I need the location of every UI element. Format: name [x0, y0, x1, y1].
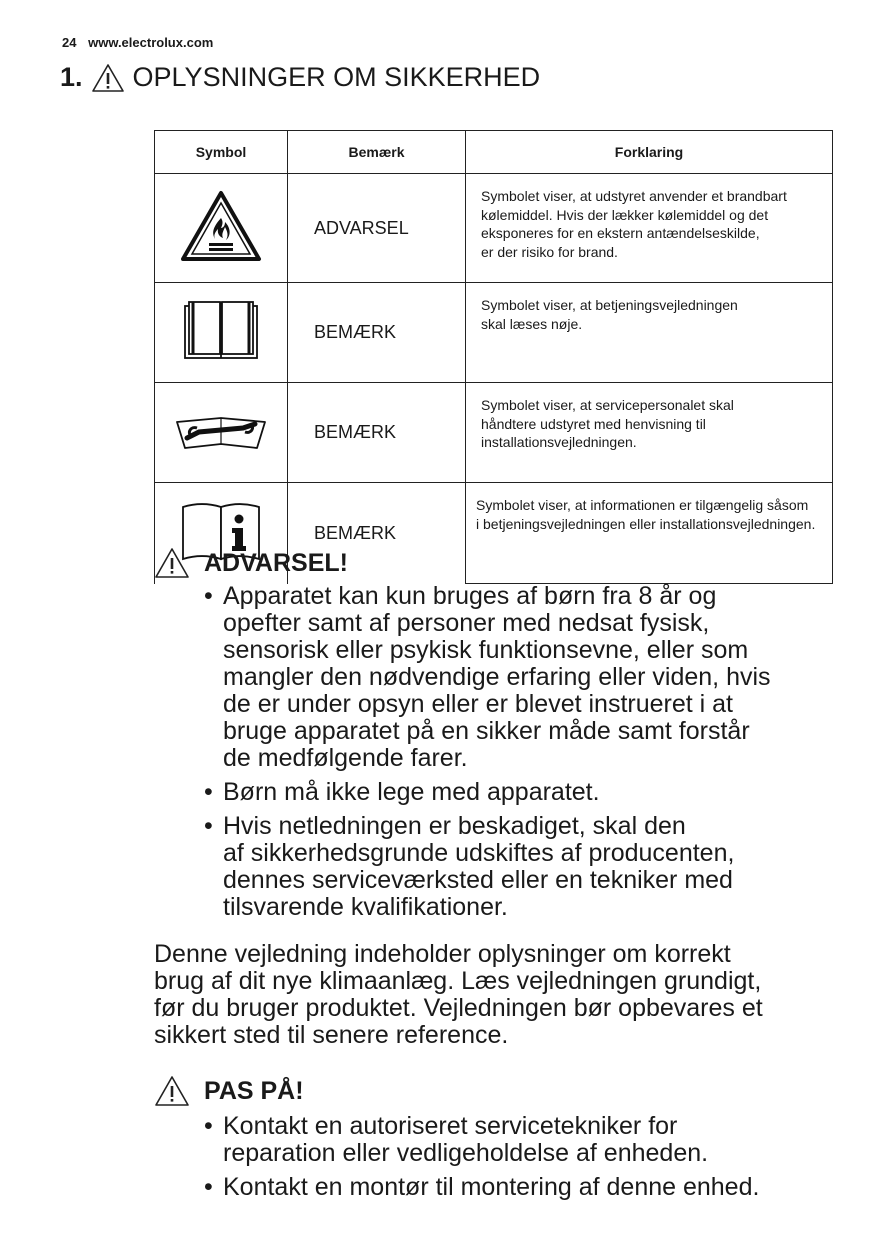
explanation-line: håndtere udstyret med henvisning til [481, 415, 706, 432]
caution-heading [154, 1075, 304, 1107]
intro-paragraph [154, 941, 834, 1049]
warning-triangle-icon [154, 1075, 190, 1107]
bullet-line: • Apparatet kan kun bruges af børn fra 8 år og [223, 582, 717, 610]
table-header-row [155, 131, 833, 174]
note-bemaerk: BEMÆRK [288, 483, 466, 584]
paragraph-line: sikkert sted til senere reference. [154, 1021, 509, 1049]
symbol-table [154, 130, 833, 584]
explanation-line: i betjeningsvejledningen eller installationsvejledningen. [476, 515, 816, 532]
website-link[interactable]: www.electrolux.com [88, 35, 214, 50]
explanation-line: kølemiddel. Hvis der lækker kølemiddel og det [481, 206, 769, 223]
bullet-line: • Kontakt en montør til montering af denne enhed. [223, 1173, 760, 1201]
warning-heading [154, 547, 348, 579]
caution-title: PAS PÅ! [204, 1076, 304, 1105]
note-bemaerk: BEMÆRK [288, 283, 466, 383]
explanation-line: installationsvejledningen. [481, 434, 637, 450]
explanation-cell [466, 174, 833, 283]
explanation-cell [466, 383, 833, 483]
page-number: 24 [62, 35, 77, 50]
bullet-line: tilsvarende kvalifikationer. [223, 893, 508, 921]
explanation-line: Symbolet viser, at servicepersonalet skal [481, 397, 734, 413]
explanation-cell [466, 283, 833, 383]
explanation-line: Symbolet viser, at udstyret anvender et brandbart [481, 188, 787, 204]
note-bemaerk: BEMÆRK [288, 383, 466, 483]
bullet-line: opefter samt af personer med nedsat fysisk, [223, 609, 710, 637]
bullet-line: dennes serviceværksted eller en tekniker med [223, 866, 733, 894]
section-title: OPLYSNINGER OM SIKKERHED [132, 62, 541, 92]
operating-manual-icon [183, 298, 259, 362]
list-item [204, 1174, 844, 1201]
warning-title: ADVARSEL! [204, 548, 348, 577]
section-number: 1. [60, 62, 83, 92]
header-explanation: Forklaring [466, 131, 833, 174]
header-note: Bemærk [288, 131, 466, 174]
paragraph-line: brug af dit nye klimaanlæg. Læs vejledningen grundigt, [154, 967, 762, 995]
explanation-line: skal læses nøje. [481, 315, 583, 332]
bullet-line: • Hvis netledningen er beskadiget, skal den [223, 812, 686, 840]
section-heading [60, 62, 540, 93]
bullet-line: mangler den nødvendige erfaring eller viden, hvis [223, 663, 771, 691]
explanation-line: er der risiko for brand. [481, 243, 618, 260]
explanation-line: eksponeres for en ekstern antændelseskilde, [481, 225, 760, 241]
list-item [204, 1113, 844, 1167]
table-row [155, 174, 833, 283]
table-row [155, 283, 833, 383]
bullet-line: de er under opsyn eller er blevet instrueret i at [223, 690, 733, 718]
list-item [204, 813, 844, 921]
bullet-line: • Børn må ikke lege med apparatet. [223, 778, 600, 806]
bullet-line: reparation eller vedligeholdelse af enheden. [223, 1139, 709, 1167]
bullet-line: bruge apparatet på en sikker måde samt forstår [223, 717, 750, 745]
list-item [204, 583, 844, 772]
service-manual-icon [173, 408, 269, 452]
list-item [204, 779, 844, 806]
explanation-cell [466, 483, 833, 584]
explanation-line: Symbolet viser, at betjeningsvejledningen [481, 297, 738, 313]
warning-triangle-icon [154, 547, 190, 579]
bullet-line: sensorisk eller psykisk funktionsevne, eller som [223, 636, 749, 664]
paragraph-line: Denne vejledning indeholder oplysninger om korrekt [154, 940, 731, 968]
paragraph-line: før du bruger produktet. Vejledningen bør opbevares et [154, 994, 763, 1022]
explanation-line: Symbolet viser, at informationen er tilgængelig såsom [476, 497, 809, 513]
table-row [155, 383, 833, 483]
header-symbol: Symbol [155, 131, 288, 174]
flammable-warning-icon [180, 190, 262, 262]
caution-list [204, 1113, 844, 1208]
bullet-line: de medfølgende farer. [223, 744, 468, 772]
warning-list [204, 583, 844, 928]
page-header [62, 35, 221, 50]
note-advarsel: ADVARSEL [288, 174, 466, 283]
warning-triangle-icon [91, 63, 125, 93]
bullet-line: af sikkerhedsgrunde udskiftes af producenten, [223, 839, 735, 867]
bullet-line: • Kontakt en autoriseret servicetekniker for [223, 1112, 678, 1140]
